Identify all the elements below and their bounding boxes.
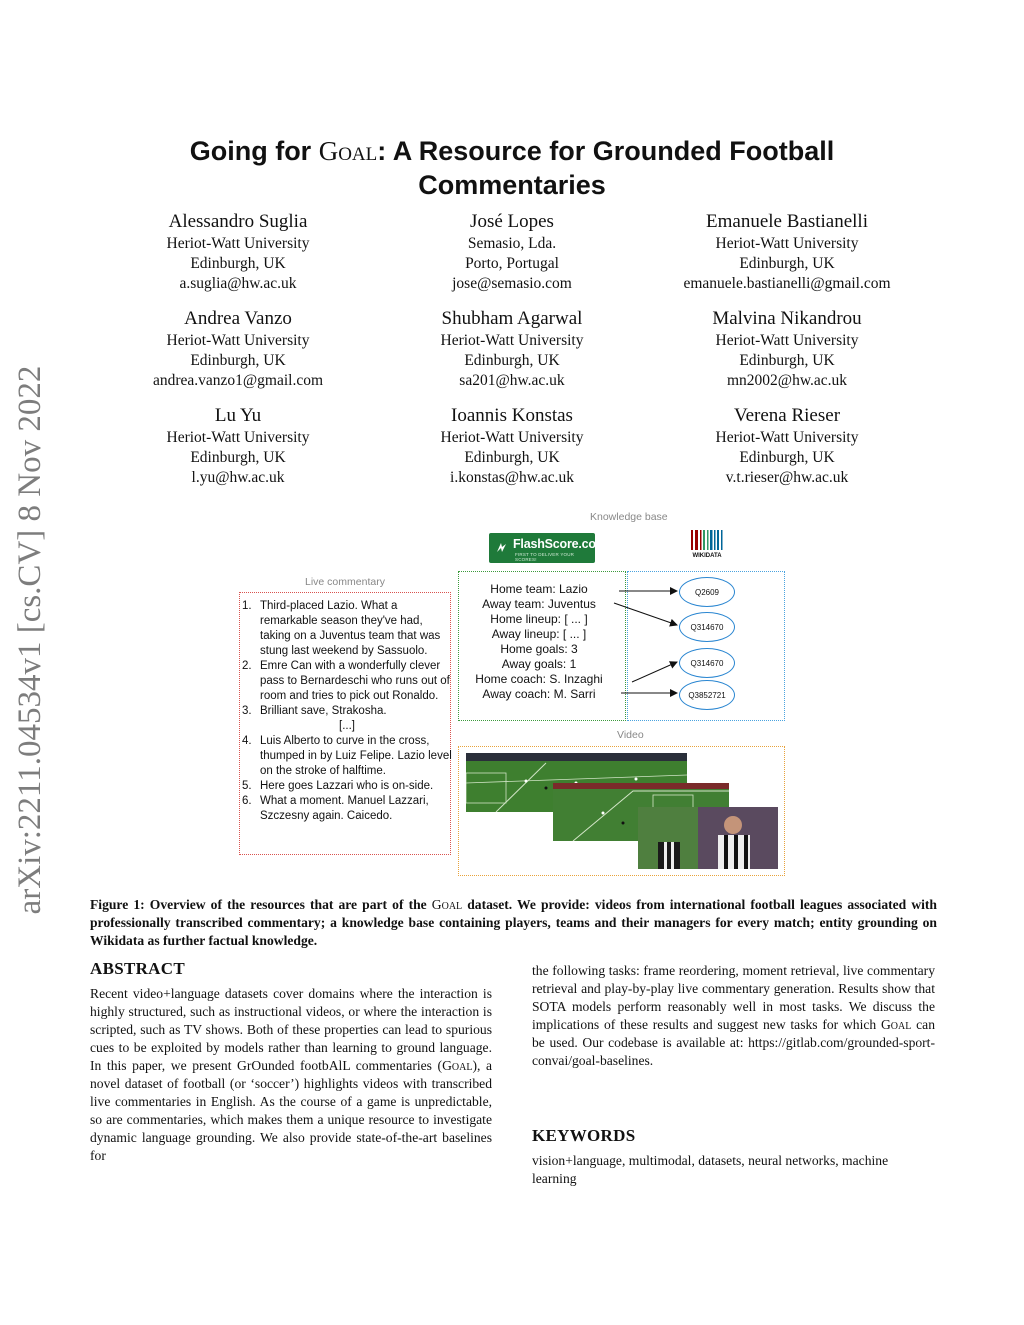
author-name: Alessandro Suglia — [168, 211, 308, 232]
wikidata-barcode-icon — [687, 528, 727, 552]
list-item — [242, 794, 452, 824]
entity-node: Q314670 — [679, 612, 735, 642]
flashscore-tagline: FIRST TO DELIVER YOUR SCORES! — [515, 552, 575, 562]
wikidata-logo — [687, 528, 727, 562]
author-name: José Lopes — [470, 211, 554, 232]
abstract-text-2: the following tasks: frame reordering, moment retrieval, live commentary retrieval and play-by-play live commentary generation. Results show that SOTA models perform reasonably well in most tasks. We discuss the implications of these results and suggest new tasks for which — [532, 963, 935, 1032]
author-name: Verena Rieser — [733, 405, 841, 426]
flashscore-logo — [489, 533, 607, 563]
author-email: sa201@hw.ac.uk — [459, 372, 565, 389]
author-email: emanuele.bastianelli@gmail.com — [683, 275, 891, 292]
video-label: Video — [617, 729, 644, 741]
author-location: Edinburgh, UK — [464, 352, 560, 369]
flashscore-name: FlashScore.com — [513, 537, 607, 551]
author-email: mn2002@hw.ac.uk — [726, 372, 848, 389]
list-item-ellipsis — [242, 719, 452, 734]
abstract-paragraph-continued — [532, 962, 935, 1070]
arxiv-stamp: arXiv:2211.04534v1 [cs.CV] 8 Nov 2022 — [12, 365, 48, 915]
kb-line: Home team: Lazio — [490, 582, 588, 596]
author-location: Edinburgh, UK — [739, 449, 835, 466]
list-item — [242, 599, 452, 659]
author-email: andrea.vanzo1@gmail.com — [152, 372, 324, 389]
author-location: Edinburgh, UK — [464, 449, 560, 466]
author-email: l.yu@hw.ac.uk — [191, 469, 285, 486]
abstract-heading: ABSTRACT — [90, 959, 185, 978]
item-text: Third-placed Lazio. What a remarkable season they've had, taking on a Juventus team that was stung last weekend by Sassuolo. — [260, 600, 441, 657]
item-number: 3. — [242, 705, 252, 717]
author-6 — [637, 307, 937, 391]
author-location: Edinburgh, UK — [190, 255, 286, 272]
author-affiliation: Semasio, Lda. — [467, 235, 557, 252]
kb-line: Away team: Juventus — [482, 597, 596, 611]
list-item — [242, 734, 452, 779]
item-text: What a moment. Manuel Lazzari, Szczesny again. Caicedo. — [260, 795, 429, 822]
author-affiliation: Heriot-Watt University — [440, 429, 584, 446]
title-goal-smallcaps: Goal — [318, 136, 378, 166]
arrow-home-coach — [632, 662, 677, 682]
item-number: 2. — [242, 660, 252, 672]
abstract-text: Recent video+language datasets cover domains where the interaction is highly structured, such as instructional videos, or where the interaction is scripted, such as TV shows. Both of these properties can lead to spurious cues to be exploited by models rather than learning to ground language. In this paper, we present GrOunded footbAlL commentaries ( — [90, 986, 492, 1073]
author-name: Shubham Agarwal — [441, 308, 583, 329]
author-affiliation: Heriot-Watt University — [166, 235, 310, 252]
item-text: Emre Can with a wonderfully clever pass to Bernardeschi who runs out of room and tries to pick out Ronaldo. — [260, 660, 450, 702]
item-number: 4. — [242, 735, 252, 747]
author-8 — [362, 404, 662, 488]
author-7 — [88, 404, 388, 488]
title-part-1: Going for — [189, 136, 319, 166]
author-name: Lu Yu — [214, 405, 262, 426]
keywords-text: vision+language, multimodal, datasets, neural networks, machine learning — [532, 1153, 889, 1186]
author-location: Edinburgh, UK — [739, 255, 835, 272]
author-email: v.t.rieser@hw.ac.uk — [725, 469, 849, 486]
kb-line: Home goals: 3 — [500, 642, 578, 656]
author-1 — [88, 210, 388, 294]
abstract-paragraph — [90, 985, 492, 1165]
author-location: Porto, Portugal — [465, 255, 559, 272]
author-email: jose@semasio.com — [452, 275, 572, 292]
player-closeup-image — [638, 807, 778, 869]
author-5 — [362, 307, 662, 391]
item-text: Brilliant save, Strakosha. — [260, 705, 387, 717]
author-location: Edinburgh, UK — [739, 352, 835, 369]
knowledge-base-label: Knowledge base — [590, 511, 668, 523]
video-frame-3 — [638, 807, 778, 869]
item-number: 5. — [242, 780, 252, 792]
kb-line: Away goals: 1 — [501, 657, 577, 671]
author-location: Edinburgh, UK — [190, 449, 286, 466]
author-email: i.konstas@hw.ac.uk — [450, 469, 574, 486]
list-item — [242, 779, 452, 794]
author-affiliation: Heriot-Watt University — [440, 332, 584, 349]
author-name: Andrea Vanzo — [184, 308, 292, 329]
author-affiliation: Heriot-Watt University — [715, 429, 859, 446]
author-2 — [362, 210, 662, 294]
grounding-arrows — [590, 580, 685, 700]
abstract-goal-smallcaps-2: Goal — [880, 1017, 912, 1032]
item-text: [...] — [339, 720, 355, 732]
author-email: a.suglia@hw.ac.uk — [179, 275, 297, 292]
live-commentary-label: Live commentary — [305, 576, 385, 588]
title-part-2: : A Resource for Grounded Football Commentaries — [377, 136, 835, 200]
entity-node: Q2609 — [679, 577, 735, 607]
author-affiliation: Heriot-Watt University — [715, 235, 859, 252]
wikidata-wordmark: WIKIDATA — [692, 553, 722, 559]
author-name: Malvina Nikandrou — [712, 308, 862, 329]
paper-title — [150, 134, 874, 202]
abstract-text-2-end: can be used. Our codebase is available at: https://gitlab.com/grounded-sport-convai/goal-baselines. — [532, 1017, 935, 1068]
list-item — [242, 704, 452, 719]
caption-goal-smallcaps: Goal — [431, 897, 463, 912]
item-text: Luis Alberto to curve in the cross, thumped in by Luiz Felipe. Lazio level on the stroke of halftime. — [260, 735, 452, 777]
caption-suffix: dataset. We provide: videos from international football leagues associated with professionally transcribed commentary; a knowledge base containing players, teams and their managers for every match; entity grounding on Wikidata as further factual knowledge. — [90, 897, 937, 948]
figure-caption — [90, 896, 937, 950]
item-number: 1. — [242, 600, 252, 612]
kb-line: Away coach: M. Sarri — [482, 687, 596, 701]
author-location: Edinburgh, UK — [190, 352, 286, 369]
author-9 — [637, 404, 937, 488]
abstract-text-end: ), a novel dataset of football (or ‘soccer’) highlights videos with transcribed live commentaries in English. As the course of a game is unpredictable, so are commentaries, which makes them a unique resource to investigate dynamic language grounding. We also provide state-of-the-art baselines for — [90, 1058, 493, 1163]
abstract-goal-smallcaps: Goal — [442, 1058, 473, 1073]
author-name: Ioannis Konstas — [451, 405, 573, 426]
author-3 — [637, 210, 937, 294]
entity-node: Q3852721 — [679, 680, 735, 710]
author-affiliation: Heriot-Watt University — [166, 429, 310, 446]
author-affiliation: Heriot-Watt University — [715, 332, 859, 349]
kb-line: Home lineup: [ ... ] — [490, 612, 588, 626]
item-number: 6. — [242, 795, 252, 807]
author-name: Emanuele Bastianelli — [706, 211, 868, 232]
kb-line: Away lineup: [ ... ] — [491, 627, 587, 641]
caption-prefix: Figure 1: Overview of the resources that are part of the — [90, 897, 432, 912]
arrow-away-team — [614, 603, 677, 625]
author-4 — [88, 307, 388, 391]
list-item — [242, 659, 452, 704]
author-affiliation: Heriot-Watt University — [166, 332, 310, 349]
kb-line: Home coach: S. Inzaghi — [475, 672, 603, 686]
live-commentary-list — [242, 599, 452, 824]
flashscore-star-icon — [495, 541, 508, 554]
item-text: Here goes Lazzari who is on-side. — [260, 780, 434, 792]
entity-node: Q314670 — [679, 648, 735, 678]
keywords-heading: KEYWORDS — [532, 1126, 636, 1145]
